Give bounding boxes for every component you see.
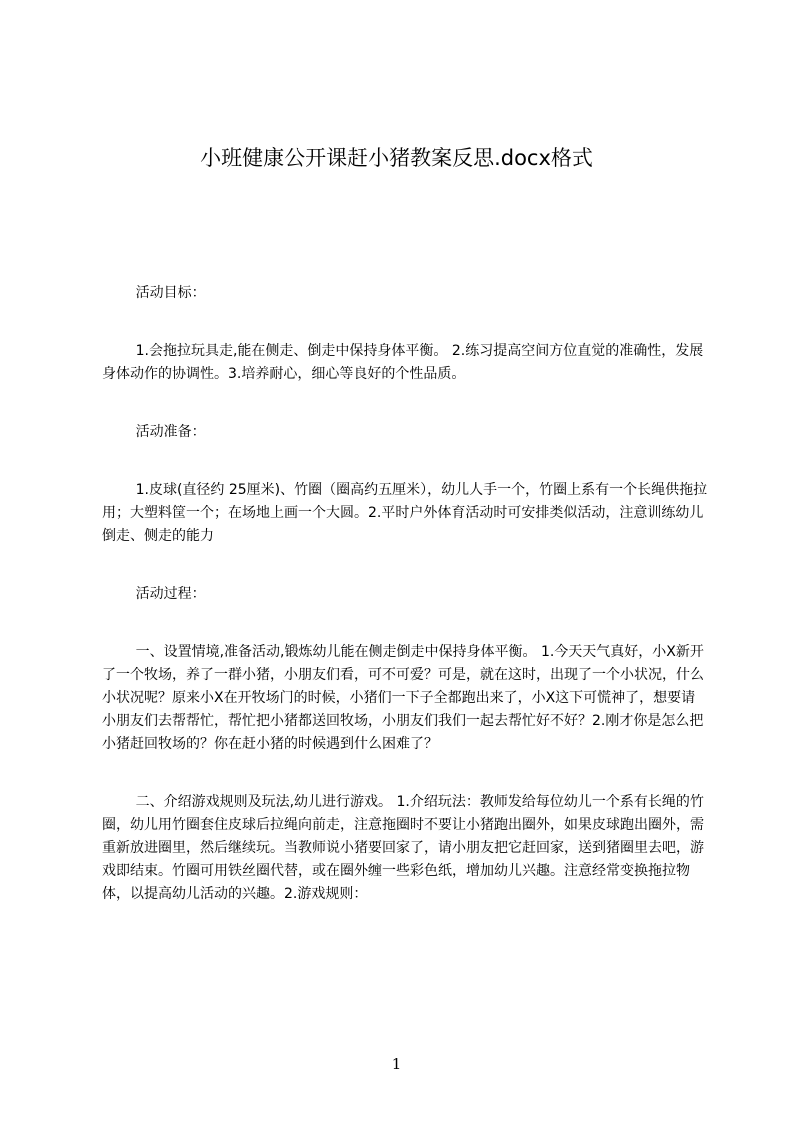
spacer — [102, 444, 708, 479]
spacer — [102, 548, 708, 583]
document-title: 小班健康公开课赶小猪教案反思.docx格式 — [200, 146, 593, 170]
section-body-process-part2: 二、介绍游戏规则及玩法,幼儿进行游戏。 1.介绍玩法：教师发给每位幼儿一个系有长绳的竹圈，幼儿用竹圈套住皮球后拉绳向前走，注意拖圈时不要让小猪跑出圈外，如果皮球跑出圈外，需重新放进圈里，然后继续玩。当教师说小猪要回家了，请小朋友把它赶回家，送到猪圈里去吧，游戏即结束。竹圈可用铁丝圈代替，或在圈外缠一些彩色纸，增加幼儿兴趣。注意经常变换拖拉物体，以提高幼儿活动的兴趣。2.游戏规则： — [102, 794, 704, 902]
page-number: 1 — [391, 1055, 402, 1073]
spacer — [102, 386, 708, 421]
spacer — [102, 305, 708, 340]
section-heading-process: 活动过程： — [135, 586, 206, 602]
spacer — [102, 606, 708, 641]
document-body — [102, 282, 708, 906]
section-heading-goals: 活动目标： — [135, 285, 206, 301]
section-heading-preparation: 活动准备： — [135, 424, 206, 440]
section-body-preparation: 1.皮球(直径约 25厘米)、竹圈（圈高约五厘米），幼儿人手一个，竹圈上系有一个长绳供拖拉用；大塑料筐一个；在场地上画一个大圆。2.平时户外体育活动时可安排类似活动，注意训练幼儿倒走、侧走的能力 — [102, 482, 708, 544]
spacer — [102, 756, 708, 791]
section-body-process-part1: 一、设置情境,准备活动,锻炼幼儿能在侧走倒走中保持身体平衡。 1.今天天气真好，小X新开了一个牧场，养了一群小猪，小朋友们看，可不可爱？可是，就在这时，出现了一个小状况，什么小状况呢？原来小X在开牧场门的时候，小猪们一下子全都跑出来了，小X这下可慌神了，想要请小朋友们去帮帮忙，帮忙把小猪都送回牧场，小朋友们我们一起去帮忙好不好？2.刚才你是怎么把小猪赶回牧场的？你在赶小猪的时候遇到什么困难了？ — [102, 644, 704, 752]
section-body-goals: 1.会拖拉玩具走,能在侧走、倒走中保持身体平衡。 2.练习提高空间方位直觉的准确性，发展身体动作的协调性。3.培养耐心，细心等良好的个性品质。 — [102, 343, 704, 382]
